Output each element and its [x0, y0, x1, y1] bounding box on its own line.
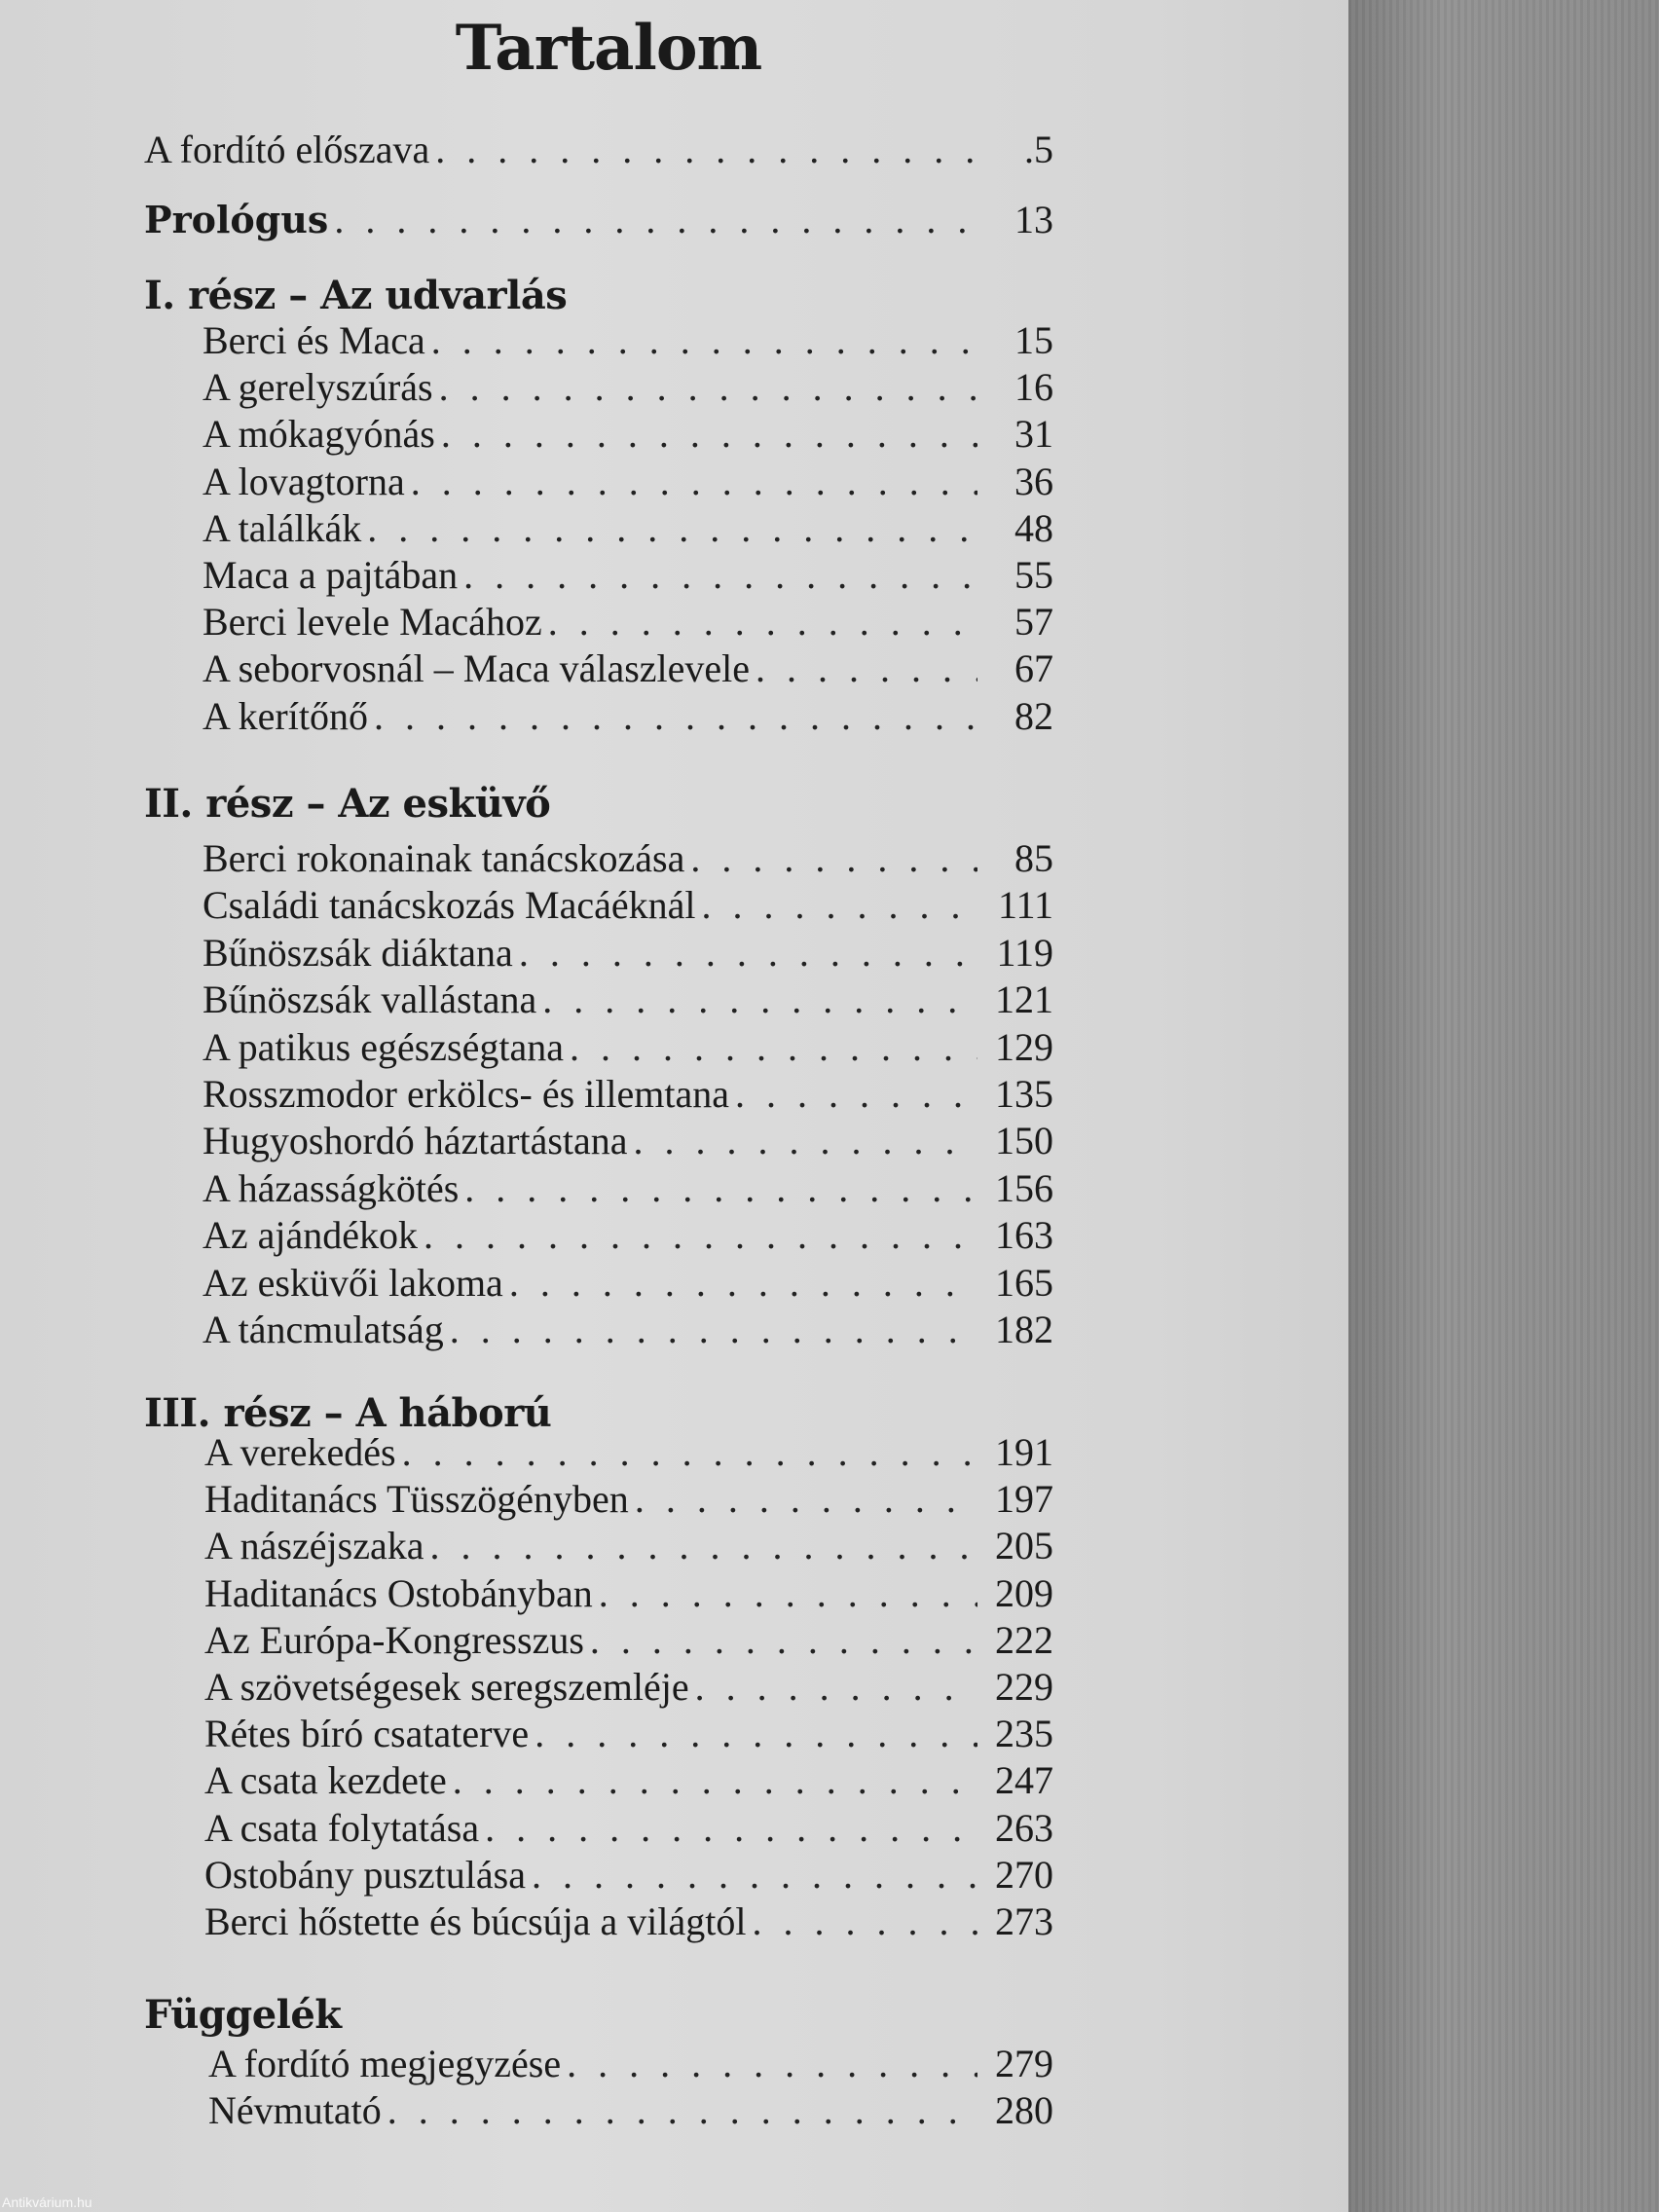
- dot-leader: [450, 1309, 977, 1351]
- toc-part-heading: II. rész – Az esküvő: [144, 781, 551, 827]
- dot-leader: [570, 1026, 977, 1069]
- toc-entry: [204, 1478, 1053, 1521]
- toc-entry: [203, 695, 1053, 738]
- toc-page-number: 85: [1014, 836, 1053, 880]
- toc-entry-title: A kerítőnő: [203, 694, 368, 738]
- toc-entry-title: A mókagyónás: [203, 412, 435, 456]
- dot-leader: [387, 2089, 977, 2132]
- dot-leader: [411, 461, 977, 503]
- toc-entry-title: A seborvosnál – Maca válaszlevele: [203, 646, 751, 690]
- dot-leader: [701, 884, 977, 927]
- toc-entry-title: A szövetségesek seregszemléje: [204, 1665, 689, 1709]
- toc-entry: [203, 461, 1053, 503]
- toc-page-number: 165: [995, 1261, 1053, 1305]
- toc-page-number: 16: [1014, 365, 1053, 409]
- toc-entry-title: Maca a pajtában: [203, 553, 459, 597]
- toc-entry: [204, 1431, 1053, 1474]
- toc-page-number: 263: [995, 1806, 1053, 1850]
- toc-entry-title: Az Európa-Kongresszus: [204, 1618, 584, 1662]
- toc-entry: [204, 1619, 1053, 1662]
- page-edge: [1348, 0, 1659, 2212]
- toc-entry-title: A csata folytatása: [204, 1806, 480, 1850]
- toc-entry-title: Bűnöszsák diáktana: [203, 931, 513, 975]
- toc-entry-title: A nászéjszaka: [204, 1524, 424, 1567]
- toc-page-number: 15: [1014, 318, 1053, 362]
- toc-entry-title: A gerelyszúrás: [203, 365, 433, 409]
- dot-leader: [374, 695, 977, 738]
- dot-leader: [435, 129, 977, 171]
- dot-leader: [695, 1666, 977, 1709]
- toc-entry: [204, 1572, 1053, 1615]
- toc-entry: [203, 1026, 1053, 1069]
- toc-page-number: 235: [995, 1712, 1053, 1755]
- toc-page-number: 48: [1014, 506, 1053, 550]
- toc-entry-title: A fordító megjegyzése: [208, 2042, 562, 2085]
- dot-leader: [441, 413, 977, 456]
- toc-page-number: 31: [1014, 412, 1053, 456]
- dot-leader: [535, 1713, 977, 1755]
- toc-entry: [203, 413, 1053, 456]
- toc-page-number: 197: [995, 1477, 1053, 1521]
- dot-leader: [485, 1807, 977, 1850]
- toc-entry-title: Haditanács Tüsszögényben: [204, 1477, 629, 1521]
- toc-entry: [203, 1262, 1053, 1305]
- toc-page-number: 82: [1014, 694, 1053, 738]
- dot-leader: [464, 1167, 977, 1210]
- toc-entry-title: A patikus egészségtana: [203, 1025, 564, 1069]
- toc-entry: [203, 647, 1053, 690]
- page-title: Tartalom: [455, 12, 762, 85]
- toc-page-number: 135: [995, 1072, 1053, 1116]
- dot-leader: [599, 1572, 977, 1615]
- toc-entry-title: A házasságkötés: [203, 1166, 460, 1210]
- dot-leader: [519, 932, 977, 975]
- toc-entry: [204, 1525, 1053, 1567]
- toc-page-number: 229: [995, 1665, 1053, 1709]
- toc-page-number: 121: [995, 977, 1053, 1021]
- toc-entry: [144, 129, 1053, 171]
- toc-page-number: 129: [995, 1025, 1053, 1069]
- dot-leader: [548, 601, 977, 644]
- dot-leader: [753, 1900, 977, 1943]
- toc-entry-title: A táncmulatság: [203, 1308, 444, 1351]
- toc-entry: [203, 837, 1053, 880]
- dot-leader: [453, 1759, 977, 1802]
- toc-entry: [203, 978, 1053, 1021]
- toc-entry: [204, 1713, 1053, 1755]
- toc-entry: [203, 932, 1053, 975]
- toc-part-heading: I. rész – Az udvarlás: [144, 273, 568, 318]
- toc-page-number: 247: [995, 1758, 1053, 1802]
- dot-leader: [532, 1854, 977, 1897]
- toc-page-number: 13: [1014, 198, 1053, 241]
- toc-entry: [203, 601, 1053, 644]
- toc-entry-title: Berci és Maca: [203, 318, 425, 362]
- toc-part-heading: III. rész – A háború: [144, 1390, 552, 1436]
- toc-entry: [208, 2043, 1053, 2085]
- toc-entry: [203, 884, 1053, 927]
- toc-page-number: 57: [1014, 600, 1053, 644]
- toc-entry: [203, 1167, 1053, 1210]
- toc-page-number: 156: [995, 1166, 1053, 1210]
- toc-page-number: 191: [995, 1430, 1053, 1474]
- toc-entry-title: A találkák: [203, 506, 362, 550]
- toc-entry: [203, 319, 1053, 362]
- toc-entry-title: Névmutató: [208, 2088, 382, 2132]
- dot-leader: [590, 1619, 977, 1662]
- toc-page-number: 119: [996, 931, 1053, 975]
- dot-leader: [431, 319, 977, 362]
- dot-leader: [542, 978, 977, 1021]
- toc-entry-title: Berci rokonainak tanácskozása: [203, 836, 685, 880]
- toc-entry: [203, 1120, 1053, 1162]
- toc-entry-title: Prológus: [144, 198, 329, 241]
- toc-entry: [204, 1900, 1053, 1943]
- toc-entry: [203, 1214, 1053, 1257]
- toc-page-number: 150: [995, 1119, 1053, 1162]
- dot-leader: [463, 554, 977, 597]
- dot-leader: [690, 837, 977, 880]
- toc-entry: [203, 366, 1053, 409]
- toc-entry-title: Az ajándékok: [203, 1213, 419, 1257]
- toc-page-number: 163: [995, 1213, 1053, 1257]
- toc-entry: [203, 1073, 1053, 1116]
- toc-entry-title: Bűnöszsák vallástana: [203, 977, 537, 1021]
- toc-entry: [204, 1666, 1053, 1709]
- dot-leader: [429, 1525, 977, 1567]
- dot-leader: [635, 1478, 977, 1521]
- toc-entry: [144, 199, 1053, 241]
- dot-leader: [634, 1120, 977, 1162]
- toc-entry: [203, 1309, 1053, 1351]
- dot-leader: [567, 2043, 977, 2085]
- toc-entry-title: Berci levele Macához: [203, 600, 542, 644]
- toc-entry-title: Haditanács Ostobányban: [204, 1571, 593, 1615]
- dot-leader: [334, 199, 977, 241]
- toc-entry-title: A lovagtorna: [203, 460, 405, 503]
- toc-page-number: 111: [997, 883, 1053, 927]
- toc-page-number: 270: [995, 1853, 1053, 1897]
- dot-leader: [509, 1262, 977, 1305]
- toc-page-number: 55: [1014, 553, 1053, 597]
- toc-entry-title: Rosszmodor erkölcs- és illemtana: [203, 1072, 729, 1116]
- toc-page-number: 222: [995, 1618, 1053, 1662]
- toc-page-number: 279: [995, 2042, 1053, 2085]
- toc-entry-title: Hugyoshordó háztartástana: [203, 1119, 628, 1162]
- toc-page-number: 205: [995, 1524, 1053, 1567]
- toc-entry-title: Családi tanácskozás Macáéknál: [203, 883, 696, 927]
- toc-entry-title: Berci hőstette és búcsúja a világtól: [204, 1899, 747, 1943]
- toc-entry: [203, 507, 1053, 550]
- toc-page-number: 280: [995, 2088, 1053, 2132]
- toc-entry-title: Rétes bíró csataterve: [204, 1712, 530, 1755]
- toc-page-number: 36: [1014, 460, 1053, 503]
- watermark: Antikvárium.hu: [2, 2194, 92, 2210]
- dot-leader: [424, 1214, 977, 1257]
- toc-entry: [204, 1854, 1053, 1897]
- toc-entry-title: A verekedés: [204, 1430, 396, 1474]
- toc-page-number: 182: [995, 1308, 1053, 1351]
- toc-part-heading: Függelék: [144, 1992, 342, 2038]
- toc-page-number: 273: [995, 1899, 1053, 1943]
- toc-page-number: 67: [1014, 646, 1053, 690]
- dot-leader: [756, 647, 977, 690]
- toc-entry-title: Az esküvői lakoma: [203, 1261, 503, 1305]
- dot-leader: [402, 1431, 977, 1474]
- toc-entry-title: A csata kezdete: [204, 1758, 447, 1802]
- dot-leader: [439, 366, 977, 409]
- toc-entry: [204, 1807, 1053, 1850]
- toc-page-number: .5: [1024, 128, 1053, 171]
- toc-entry: [203, 554, 1053, 597]
- dot-leader: [735, 1073, 977, 1116]
- dot-leader: [367, 507, 977, 550]
- toc-entry-title: Ostobány pusztulása: [204, 1853, 526, 1897]
- toc-entry: [204, 1759, 1053, 1802]
- toc-page-number: 209: [995, 1571, 1053, 1615]
- toc-entry: [208, 2089, 1053, 2132]
- toc-entry-title: A fordító előszava: [144, 128, 430, 171]
